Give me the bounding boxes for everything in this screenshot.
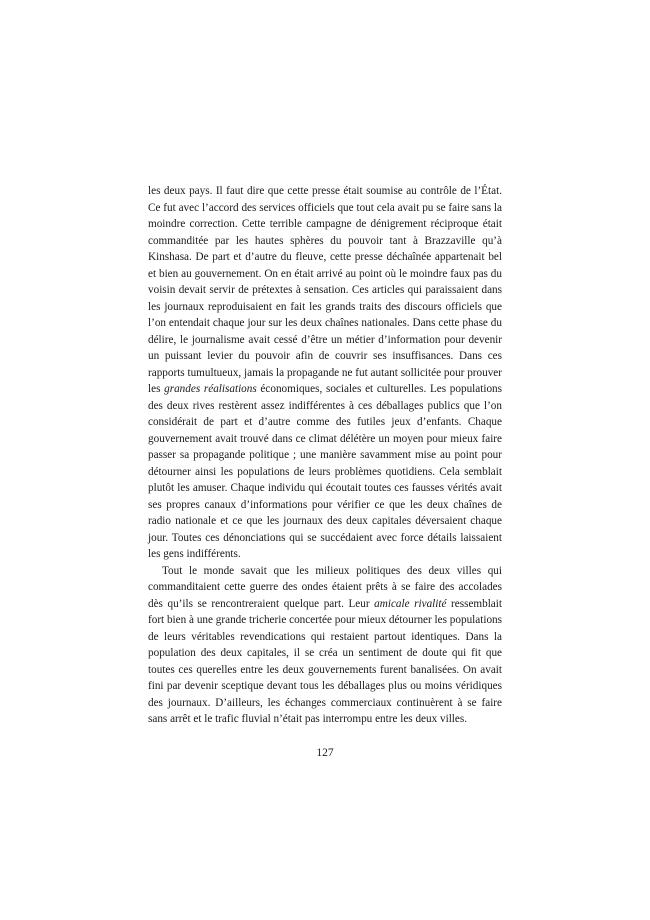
paragraph-2-italic: amicale rivalité (374, 597, 447, 610)
paragraph-1-text-a: les deux pays. Il faut dire que cette presse était soumise au contrôle de l’État. Ce fut avec l’accord des services officiels que tout cela avait pu se faire sans la moindre correction. Cette terrible campagne de dénigrement réciproque était commanditée par les hautes sphères du pouvoir tant à Brazzaville qu’à Kinshasa. De part et d’autre du fleuve, cette presse déchaînée appartenait bel et bien au gouvernement. On en était arrivé au point où le moindre faux pas du voisin devait servir de prétextes à sensation. Ces articles qui paraissaient dans les journaux reproduisaient en fait les grands traits des discours officiels que l’on entendait chaque jour sur les deux chaînes nationales. Dans cette phase du délire, le journalisme avait cessé d’être un métier d’information pour devenir un puissant levier du pouvoir afin de couvrir ses insuffisances. Dans ces rapports tumultueux, jamais la propagande ne fut autant sollicitée pour prouver les (148, 185, 502, 395)
paragraph-2 (148, 563, 502, 728)
body-text (148, 183, 502, 728)
paragraph-2-text-b: ressemblait fort bien à une grande tricherie concertée pour mieux détourner les populations de leurs véritables revendications qui restaient partout identiques. Dans la population des deux capitales, il se créa un sentiment de doute qui fit que toutes ces querelles entre les deux gouvernements furent banalisées. On avait fini par devenir sceptique devant tous les déballages plus ou moins véridiques des journaux. D’ailleurs, les échanges commerciaux continuèrent à se faire sans arrêt et le trafic fluvial n’était pas interrompu entre les deux villes. (148, 597, 502, 725)
paragraph-2-text-a: Tout le monde savait que les milieux politiques des deux villes qui commanditaient cette guerre des ondes étaient prêts à se faire des accolades dès qu’ils se rencontreraient quelque part. Leur (148, 564, 502, 610)
paragraph-1-text-b: économiques, sociales et culturelles. Les populations des deux rives restèrent assez indifférentes à ces déballages publics que l’on considérait de part et d’autre comme des futiles jeux d’enfants. Chaque gouvernement avait trouvé dans ce climat délétère un moyen pour mieux faire passer sa propagande politique ; une manière savamment mise au point pour détourner ainsi les populations de leurs problèmes quotidiens. Cela semblait plutôt les amuser. Chaque individu qui écoutait toutes ces fausses vérités avait ses propres canaux d’informations pour vérifier ce que les deux chaînes de radio nationale et ce que les journaux des deux capitales déversaient chaque jour. Toutes ces dénonciations qui se succédaient avec force détails laissaient les gens indifférents. (148, 383, 502, 560)
page-number: 127 (316, 747, 334, 759)
paragraph-1 (148, 183, 502, 563)
paragraph-1-italic: grandes réalisations (164, 383, 257, 395)
